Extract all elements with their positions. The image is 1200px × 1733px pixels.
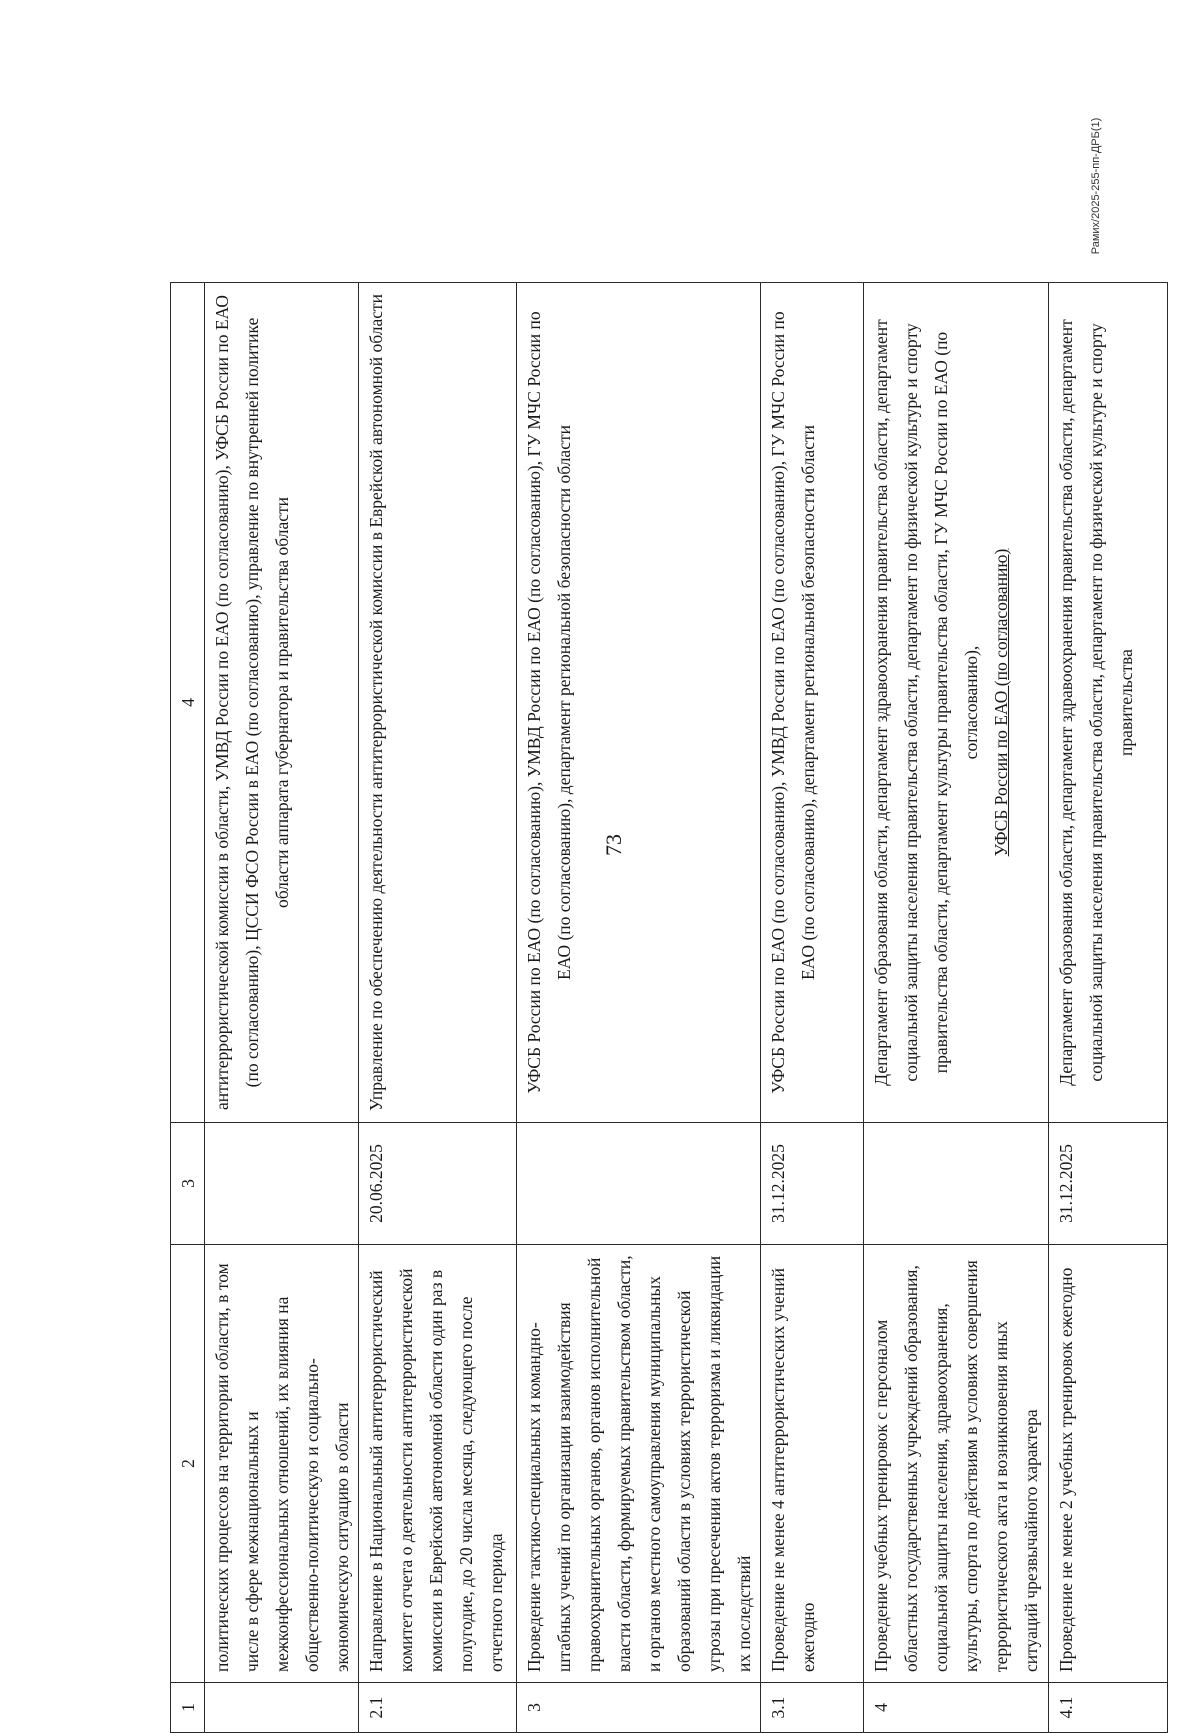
row-deadline — [205, 1123, 359, 1245]
header-col-2: 2 — [171, 1245, 205, 1683]
row-number: 4.1 — [1049, 1683, 1168, 1733]
header-col-1: 1 — [171, 1683, 205, 1733]
table-row — [205, 283, 359, 1733]
row-action: Проведение учебных тренировок с персоналом областных государственных учреждений образования, социальной защиты населения, здравоохранения, культуры, спорта по действиям в условиях совершения террористического акта и возникновения иных ситуаций чрезвычайного характера — [864, 1245, 1049, 1683]
row-deadline: 31.12.2025 — [761, 1123, 864, 1245]
row-executors: Департамент образования области, департамент здравоохранения правительства области, департамент социальной защиты населения правительства области, департамент по физической культуре и спорту правительства — [1049, 283, 1168, 1123]
header-col-3: 3 — [171, 1123, 205, 1245]
row-number — [205, 1683, 359, 1733]
row-action: Проведение не менее 2 учебных тренировок ежегодно — [1049, 1245, 1168, 1683]
rotated-page-content — [170, 283, 1136, 1733]
row-executors: антитеррористической комиссии в области, УМВД России по ЕАО (по согласованию), УФСБ России по ЕАО (по согласованию), ЦССИ ФСО России в ЕАО (по согласованию), управление по внутренней политике области аппарата губернатора и правительства области — [205, 283, 359, 1123]
document-code: Рамих/2025-255-пп-ДРБ(1) — [1090, 117, 1102, 255]
row-executors: УФСБ России по ЕАО (по согласованию), УМВД России по ЕАО (по согласованию), ГУ МЧС России по ЕАО (по согласованию), департамент региональной безопасности области — [761, 283, 864, 1123]
row-action: Направление в Национальный антитеррористический комитет отчета о деятельности антитеррористической комиссии в Еврейской автономной области один раз в полугодие, до 20 числа месяца, следующего после отчетного периода — [359, 1245, 517, 1683]
plan-table — [170, 282, 1168, 1733]
table-header-row — [171, 283, 205, 1733]
table-row — [1049, 283, 1168, 1733]
row-deadline — [517, 1123, 761, 1245]
page-number: 73 — [601, 834, 626, 856]
table-row — [359, 283, 517, 1733]
table-row — [761, 283, 864, 1733]
header-col-4: 4 — [171, 283, 205, 1123]
row-deadline: 31.12.2025 — [1049, 1123, 1168, 1245]
executors-line: ГУ МЧС России по ЕАО (по согласованию), — [931, 331, 981, 760]
row-number: 3 — [517, 1683, 761, 1733]
row-deadline — [864, 1123, 1049, 1245]
row-number: 2.1 — [359, 1683, 517, 1733]
table-row — [864, 283, 1049, 1733]
executors-line: Департамент образования области, департамент здравоохранения правительства области, департамент социальной защиты населения правительства области, департамент по физической культуре и спорту правительства области, департамент культуры правительства области, — [871, 319, 951, 1086]
row-deadline: 20.06.2025 — [359, 1123, 517, 1245]
row-action: Проведение тактико-специальных и командно-штабных учений по организации взаимодействия правоохранительных органов, органов исполнительной власти области, формируемых правительством области, и органов местного самоуправления муниципальных образований области в условиях террористической угрозы при пресечении актов терроризма и ликвидации их последствий — [517, 1245, 761, 1683]
row-action: политических процессов на территории области, в том числе в сфере межнациональных и межконфессиональных отношений, их влияния на общественно-политическую и социально-экономическую ситуацию в области — [205, 1245, 359, 1683]
row-executors: Управление по обеспечению деятельности антитеррористической комиссии в Еврейской автономной области — [359, 283, 517, 1123]
row-number: 4 — [864, 1683, 1049, 1733]
executors-underlined: УФСБ России по ЕАО (по согласованию) — [991, 548, 1011, 857]
row-executors: УФСБ России по ЕАО (по согласованию), УМВД России по ЕАО (по согласованию), ГУ МЧС России по ЕАО (по согласованию), департамент региональной безопасности области — [517, 283, 761, 1123]
table-row — [517, 283, 761, 1733]
row-number: 3.1 — [761, 1683, 864, 1733]
row-executors — [864, 283, 1049, 1123]
row-action: Проведение не менее 4 антитеррористических учений ежегодно — [761, 1245, 864, 1683]
